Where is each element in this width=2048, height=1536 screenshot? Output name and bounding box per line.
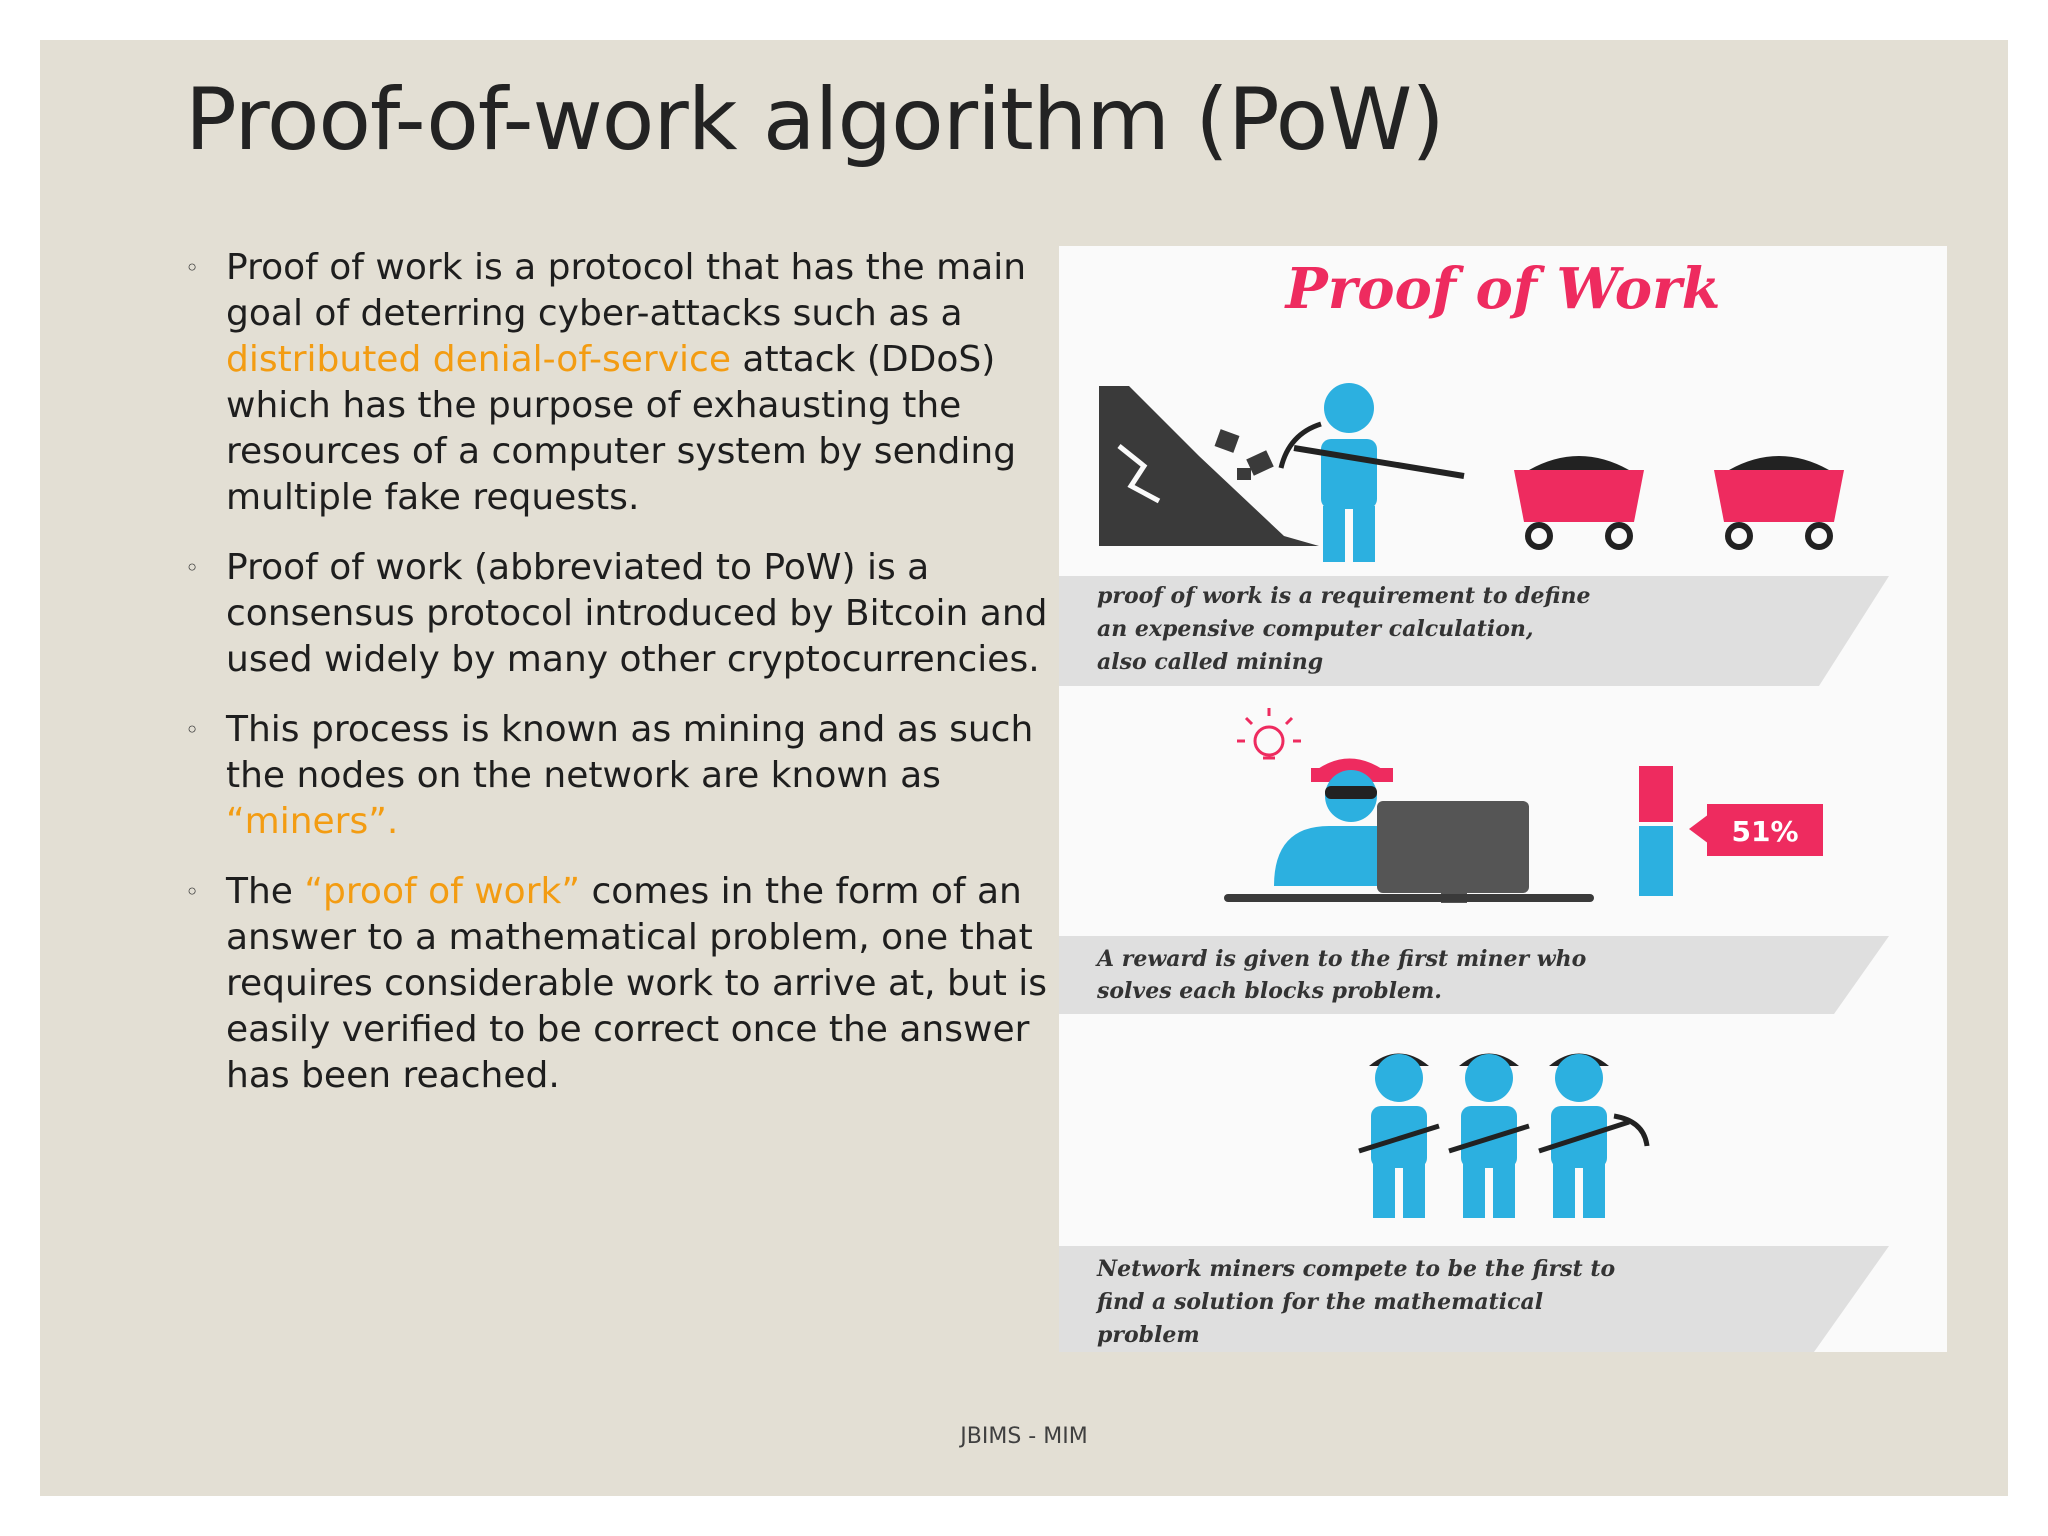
- caption-1-line: proof of work is a requirement to define: [1097, 583, 1591, 609]
- bullet-marker-icon: ◦: [185, 878, 200, 906]
- bullet-marker-icon: ◦: [185, 716, 200, 744]
- slide-footer: JBIMS - MIM: [960, 1424, 1088, 1449]
- bullet-item: [185, 545, 1085, 683]
- bullet-item: [185, 707, 1085, 845]
- caption-1-line: an expensive computer calculation,: [1097, 616, 1534, 642]
- caption-2-line: A reward is given to the first miner who: [1097, 946, 1587, 972]
- proof-of-work-infographic: [1059, 246, 1947, 1352]
- bullet-text: attack (DDoS) which has the purpose of exhausting the resources of a computer system by sending multiple fake requests.: [226, 339, 1017, 518]
- bullet-text: This process is known as mining and as such the nodes on the network are known as: [226, 709, 1034, 796]
- caption-3-line: find a solution for the mathematical: [1097, 1289, 1544, 1315]
- bullet-text: Proof of work (abbreviated to PoW) is a consensus protocol introduced by Bitcoin and used widely by many other cryptocurrencies.: [226, 547, 1048, 680]
- bullet-text: comes in the form of an answer to a mathematical problem, one that requires considerable work to arrive at, but is easily verified to be correct once the answer has been reached.: [226, 871, 1048, 1096]
- bullet-text: Proof of work is a protocol that has the main goal of deterring cyber-attacks such as a: [226, 247, 1027, 334]
- ddos-link[interactable]: distributed denial-of-service: [226, 339, 731, 380]
- bullet-marker-icon: ◦: [185, 554, 200, 582]
- infographic-title: Proof of Work: [1285, 256, 1721, 322]
- percent-label: 51%: [1731, 815, 1799, 848]
- bullet-list: [185, 245, 1085, 1123]
- highlight-miners: “miners”.: [226, 801, 399, 842]
- slide-title: Proof-of-work algorithm (PoW): [185, 70, 1444, 170]
- bullet-item: [185, 869, 1085, 1099]
- caption-1-line: also called mining: [1097, 649, 1324, 675]
- highlight-proof-of-work: “proof of work”: [304, 871, 580, 912]
- bullet-item: [185, 245, 1085, 521]
- bullet-marker-icon: ◦: [185, 254, 200, 282]
- caption-2-line: solves each blocks problem.: [1097, 978, 1442, 1004]
- caption-3-line: Network miners compete to be the first to: [1097, 1256, 1616, 1282]
- caption-3-line: problem: [1097, 1322, 1200, 1348]
- slide: [40, 40, 2008, 1496]
- bullet-text: The: [226, 871, 305, 912]
